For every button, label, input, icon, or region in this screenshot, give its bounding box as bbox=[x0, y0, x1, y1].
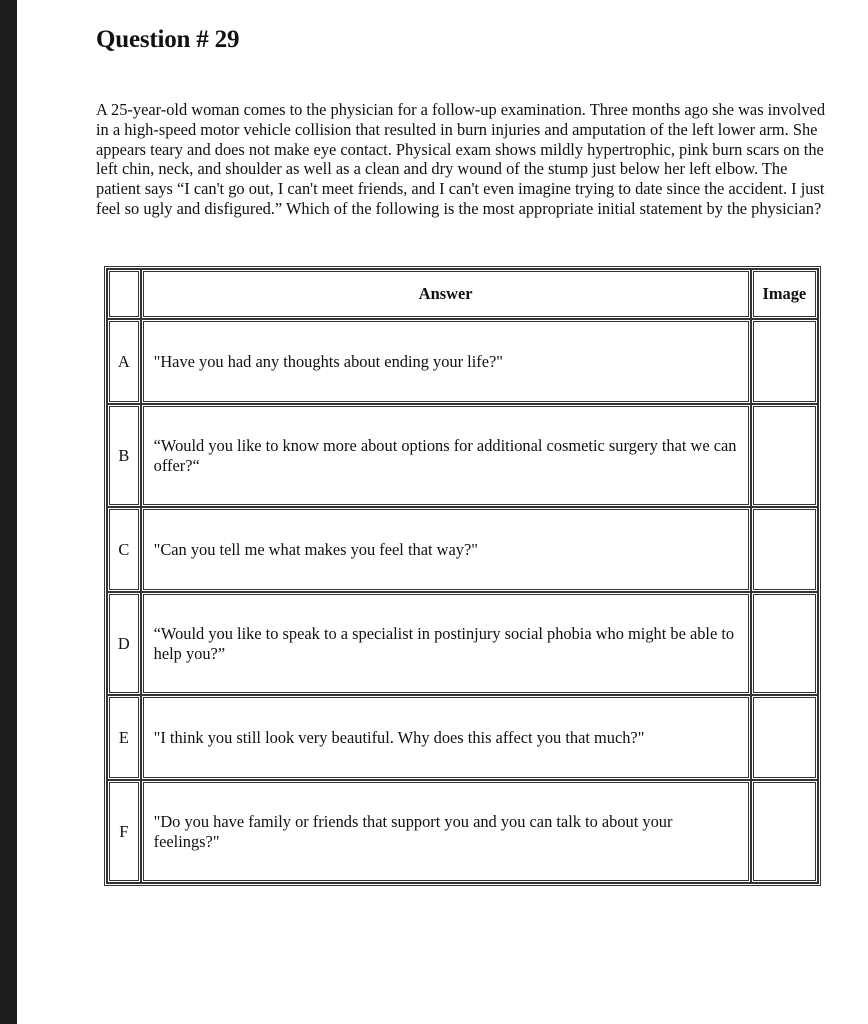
option-image-cell bbox=[751, 780, 818, 883]
answer-row-b[interactable] bbox=[107, 404, 818, 507]
answer-row-e[interactable] bbox=[107, 695, 818, 780]
option-image-cell bbox=[751, 319, 818, 404]
table-header-row bbox=[107, 269, 818, 319]
answer-row-c[interactable] bbox=[107, 507, 818, 592]
option-text: "Can you tell me what makes you feel that way?" bbox=[141, 507, 751, 592]
answer-row-a[interactable] bbox=[107, 319, 818, 404]
option-image-cell bbox=[751, 695, 818, 780]
option-text: "Do you have family or friends that support you and you can talk to about your feelings?" bbox=[141, 780, 751, 883]
option-text: “Would you like to know more about options for additional cosmetic surgery that we can offer?“ bbox=[141, 404, 751, 507]
header-letter bbox=[107, 269, 141, 319]
option-letter: E bbox=[107, 695, 141, 780]
header-image: Image bbox=[751, 269, 818, 319]
answer-table bbox=[104, 266, 821, 886]
option-text: "I think you still look very beautiful. Why does this affect you that much?" bbox=[141, 695, 751, 780]
option-letter: A bbox=[107, 319, 141, 404]
answer-row-d[interactable] bbox=[107, 592, 818, 695]
option-text: “Would you like to speak to a specialist in postinjury social phobia who might be able to help you?” bbox=[141, 592, 751, 695]
header-answer: Answer bbox=[141, 269, 751, 319]
option-letter: F bbox=[107, 780, 141, 883]
option-image-cell bbox=[751, 404, 818, 507]
option-image-cell bbox=[751, 592, 818, 695]
question-stem: A 25-year-old woman comes to the physician for a follow-up examination. Three months ago she was involved in a high-speed motor vehicle collision that resulted in burn injuries and amputation of the left lower arm. She appears teary and does not make eye contact. Physical exam shows mildly hypertrophic, pink burn scars on the left chin, neck, and shoulder as well as a clean and dry wound of the stump just below her left elbow. The patient says “I can't go out, I can't meet friends, and I can't even imagine trying to date since the accident. I just feel so ugly and disfigured.” Which of the following is the most appropriate initial statement by the physician? bbox=[96, 100, 826, 218]
option-image-cell bbox=[751, 507, 818, 592]
option-letter: C bbox=[107, 507, 141, 592]
option-letter: B bbox=[107, 404, 141, 507]
document-page bbox=[17, 0, 868, 1024]
option-letter: D bbox=[107, 592, 141, 695]
option-text: "Have you had any thoughts about ending your life?" bbox=[141, 319, 751, 404]
answer-row-f[interactable] bbox=[107, 780, 818, 883]
question-title: Question # 29 bbox=[96, 26, 240, 53]
